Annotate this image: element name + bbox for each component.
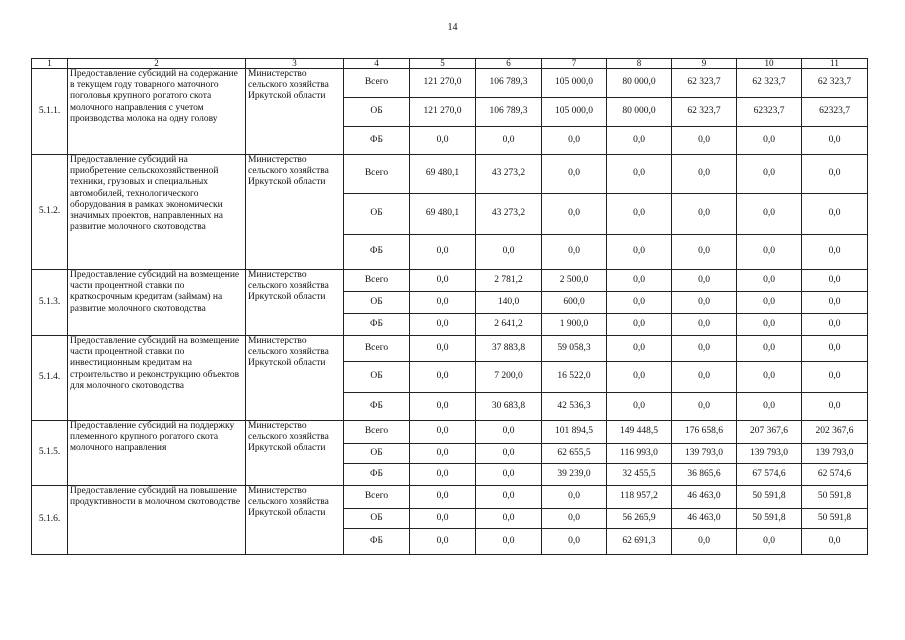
item-executor: Министерство сельского хозяйства Иркутской области [246,486,344,555]
value-cell: 2 781,2 [476,270,542,292]
value-cell: 62 323,7 [672,69,737,98]
item-executor: Министерство сельского хозяйства Иркутской области [246,155,344,270]
value-cell: 0,0 [672,292,737,314]
value-cell: 101 894,5 [542,421,607,444]
item-name: Предоставление субсидий на содержание в текущем году товарного маточного поголовья крупного рогатого скота молочного направления с учетом производства молока на одну голову [68,69,246,155]
value-cell: 1 900,0 [542,314,607,336]
item-executor: Министерство сельского хозяйства Иркутской области [246,421,344,486]
value-cell: 0,0 [607,127,672,155]
funding-source: ФБ [344,235,410,270]
funding-source: ФБ [344,529,410,555]
value-cell: 0,0 [737,393,802,421]
value-cell: 0,0 [737,529,802,555]
value-cell: 149 448,5 [607,421,672,444]
table-row [32,421,868,444]
value-cell: 105 000,0 [542,69,607,98]
value-cell: 0,0 [607,314,672,336]
value-cell: 0,0 [802,127,868,155]
value-cell: 39 239,0 [542,464,607,486]
value-cell: 50 591,8 [802,486,868,509]
table-row [32,336,868,362]
value-cell: 139 793,0 [672,444,737,464]
funding-source: Всего [344,69,410,98]
value-cell: 0,0 [802,529,868,555]
value-cell: 207 367,6 [737,421,802,444]
value-cell: 0,0 [672,155,737,194]
value-cell: 62 323,7 [802,69,868,98]
value-cell: 0,0 [607,155,672,194]
value-cell: 0,0 [737,336,802,362]
header-cell: 3 [246,59,344,69]
value-cell: 0,0 [672,529,737,555]
funding-source: Всего [344,486,410,509]
header-cell: 11 [802,59,868,69]
value-cell: 0,0 [672,362,737,393]
value-cell: 0,0 [802,393,868,421]
funding-source: ОБ [344,362,410,393]
value-cell: 0,0 [476,509,542,529]
value-cell: 0,0 [542,486,607,509]
header-cell: 4 [344,59,410,69]
value-cell: 50 591,8 [737,509,802,529]
value-cell: 69 480,1 [410,155,476,194]
item-name: Предоставление субсидий на возмещение части процентной ставки по инвестиционным кредитам на строительство и реконструкцию объектов для молочного скотоводства [68,336,246,421]
value-cell: 0,0 [410,235,476,270]
value-cell: 56 265,9 [607,509,672,529]
value-cell: 2 500,0 [542,270,607,292]
value-cell: 202 367,6 [802,421,868,444]
value-cell: 0,0 [802,336,868,362]
value-cell: 0,0 [476,421,542,444]
value-cell: 30 683,8 [476,393,542,421]
value-cell: 121 270,0 [410,98,476,127]
program-table [31,58,868,555]
item-executor: Министерство сельского хозяйства Иркутской области [246,270,344,336]
item-executor: Министерство сельского хозяйства Иркутской области [246,336,344,421]
value-cell: 0,0 [410,362,476,393]
value-cell: 0,0 [672,127,737,155]
value-cell: 0,0 [672,235,737,270]
value-cell: 0,0 [802,235,868,270]
value-cell: 139 793,0 [737,444,802,464]
table-row [32,270,868,292]
value-cell: 0,0 [410,127,476,155]
value-cell: 0,0 [802,194,868,235]
funding-source: ОБ [344,444,410,464]
value-cell: 0,0 [672,194,737,235]
value-cell: 2 641,2 [476,314,542,336]
value-cell: 67 574,6 [737,464,802,486]
value-cell: 0,0 [737,362,802,393]
value-cell: 62 691,3 [607,529,672,555]
value-cell: 0,0 [542,155,607,194]
header-cell: 10 [737,59,802,69]
value-cell: 62 323,7 [672,98,737,127]
value-cell: 0,0 [542,509,607,529]
funding-source: ФБ [344,314,410,336]
funding-source: ФБ [344,393,410,421]
funding-source: Всего [344,421,410,444]
item-code: 5.1.1. [32,69,68,155]
value-cell: 0,0 [607,270,672,292]
value-cell: 59 058,3 [542,336,607,362]
value-cell: 0,0 [410,336,476,362]
funding-source: ОБ [344,98,410,127]
funding-source: ОБ [344,509,410,529]
value-cell: 116 993,0 [607,444,672,464]
value-cell: 0,0 [476,127,542,155]
value-cell: 0,0 [410,464,476,486]
value-cell: 43 273,2 [476,194,542,235]
item-code: 5.1.3. [32,270,68,336]
value-cell: 69 480,1 [410,194,476,235]
value-cell: 0,0 [737,235,802,270]
value-cell: 0,0 [410,529,476,555]
value-cell: 0,0 [542,127,607,155]
value-cell: 62323,7 [802,98,868,127]
value-cell: 0,0 [607,362,672,393]
funding-source: ФБ [344,127,410,155]
value-cell: 0,0 [476,486,542,509]
item-code: 5.1.6. [32,486,68,555]
value-cell: 0,0 [410,393,476,421]
funding-source: ФБ [344,464,410,486]
funding-source: ОБ [344,194,410,235]
funding-source: Всего [344,155,410,194]
value-cell: 0,0 [607,292,672,314]
value-cell: 139 793,0 [802,444,868,464]
value-cell: 43 273,2 [476,155,542,194]
header-cell: 5 [410,59,476,69]
value-cell: 0,0 [476,529,542,555]
value-cell: 62323,7 [737,98,802,127]
value-cell: 0,0 [607,235,672,270]
value-cell: 118 957,2 [607,486,672,509]
value-cell: 600,0 [542,292,607,314]
value-cell: 62 655,5 [542,444,607,464]
value-cell: 0,0 [737,270,802,292]
value-cell: 0,0 [802,155,868,194]
value-cell: 0,0 [607,393,672,421]
header-row [32,59,868,69]
value-cell: 46 463,0 [672,509,737,529]
item-executor: Министерство сельского хозяйства Иркутской области [246,69,344,155]
item-code: 5.1.4. [32,336,68,421]
value-cell: 80 000,0 [607,98,672,127]
value-cell: 0,0 [410,444,476,464]
funding-source: Всего [344,336,410,362]
value-cell: 36 865,6 [672,464,737,486]
value-cell: 0,0 [672,393,737,421]
value-cell: 0,0 [737,155,802,194]
value-cell: 0,0 [476,235,542,270]
item-name: Предоставление субсидий на возмещение части процентной ставки по краткосрочным кредитам (займам) на развитие молочного скотоводства [68,270,246,336]
value-cell: 62 323,7 [737,69,802,98]
item-name: Предоставление субсидий на приобретение сельскохозяйственной техники, грузовых и специальных автомобилей, технологического оборудования в рамках экономически значимых проектов, направленных на развитие молочного скотоводства [68,155,246,270]
value-cell: 0,0 [476,444,542,464]
value-cell: 106 789,3 [476,69,542,98]
value-cell: 0,0 [672,314,737,336]
value-cell: 32 455,5 [607,464,672,486]
value-cell: 0,0 [410,292,476,314]
funding-source: ОБ [344,292,410,314]
value-cell: 80 000,0 [607,69,672,98]
item-name: Предоставление субсидий на повышение продуктивности в молочном скотоводстве [68,486,246,555]
value-cell: 106 789,3 [476,98,542,127]
value-cell: 0,0 [737,314,802,336]
value-cell: 140,0 [476,292,542,314]
item-code: 5.1.2. [32,155,68,270]
value-cell: 0,0 [476,464,542,486]
funding-source: Всего [344,270,410,292]
item-name: Предоставление субсидий на поддержку племенного крупного рогатого скота молочного направления [68,421,246,486]
value-cell: 0,0 [410,509,476,529]
header-cell: 8 [607,59,672,69]
header-cell: 9 [672,59,737,69]
value-cell: 0,0 [542,529,607,555]
value-cell: 176 658,6 [672,421,737,444]
header-cell: 1 [32,59,68,69]
table-row [32,486,868,509]
value-cell: 0,0 [802,314,868,336]
value-cell: 42 536,3 [542,393,607,421]
value-cell: 0,0 [802,270,868,292]
value-cell: 7 200,0 [476,362,542,393]
value-cell: 62 574,6 [802,464,868,486]
value-cell: 0,0 [607,194,672,235]
value-cell: 50 591,8 [802,509,868,529]
value-cell: 0,0 [410,314,476,336]
value-cell: 0,0 [802,362,868,393]
header-cell: 2 [68,59,246,69]
header-cell: 7 [542,59,607,69]
table-row [32,155,868,194]
value-cell: 0,0 [410,270,476,292]
value-cell: 0,0 [410,421,476,444]
value-cell: 105 000,0 [542,98,607,127]
value-cell: 16 522,0 [542,362,607,393]
value-cell: 121 270,0 [410,69,476,98]
value-cell: 0,0 [607,336,672,362]
value-cell: 50 591,8 [737,486,802,509]
value-cell: 0,0 [737,292,802,314]
value-cell: 46 463,0 [672,486,737,509]
value-cell: 37 883,8 [476,336,542,362]
header-cell: 6 [476,59,542,69]
page-number: 14 [447,22,458,33]
value-cell: 0,0 [802,292,868,314]
value-cell: 0,0 [672,270,737,292]
item-code: 5.1.5. [32,421,68,486]
value-cell: 0,0 [737,194,802,235]
value-cell: 0,0 [672,336,737,362]
value-cell: 0,0 [737,127,802,155]
value-cell: 0,0 [542,235,607,270]
table-row [32,69,868,98]
value-cell: 0,0 [410,486,476,509]
value-cell: 0,0 [542,194,607,235]
